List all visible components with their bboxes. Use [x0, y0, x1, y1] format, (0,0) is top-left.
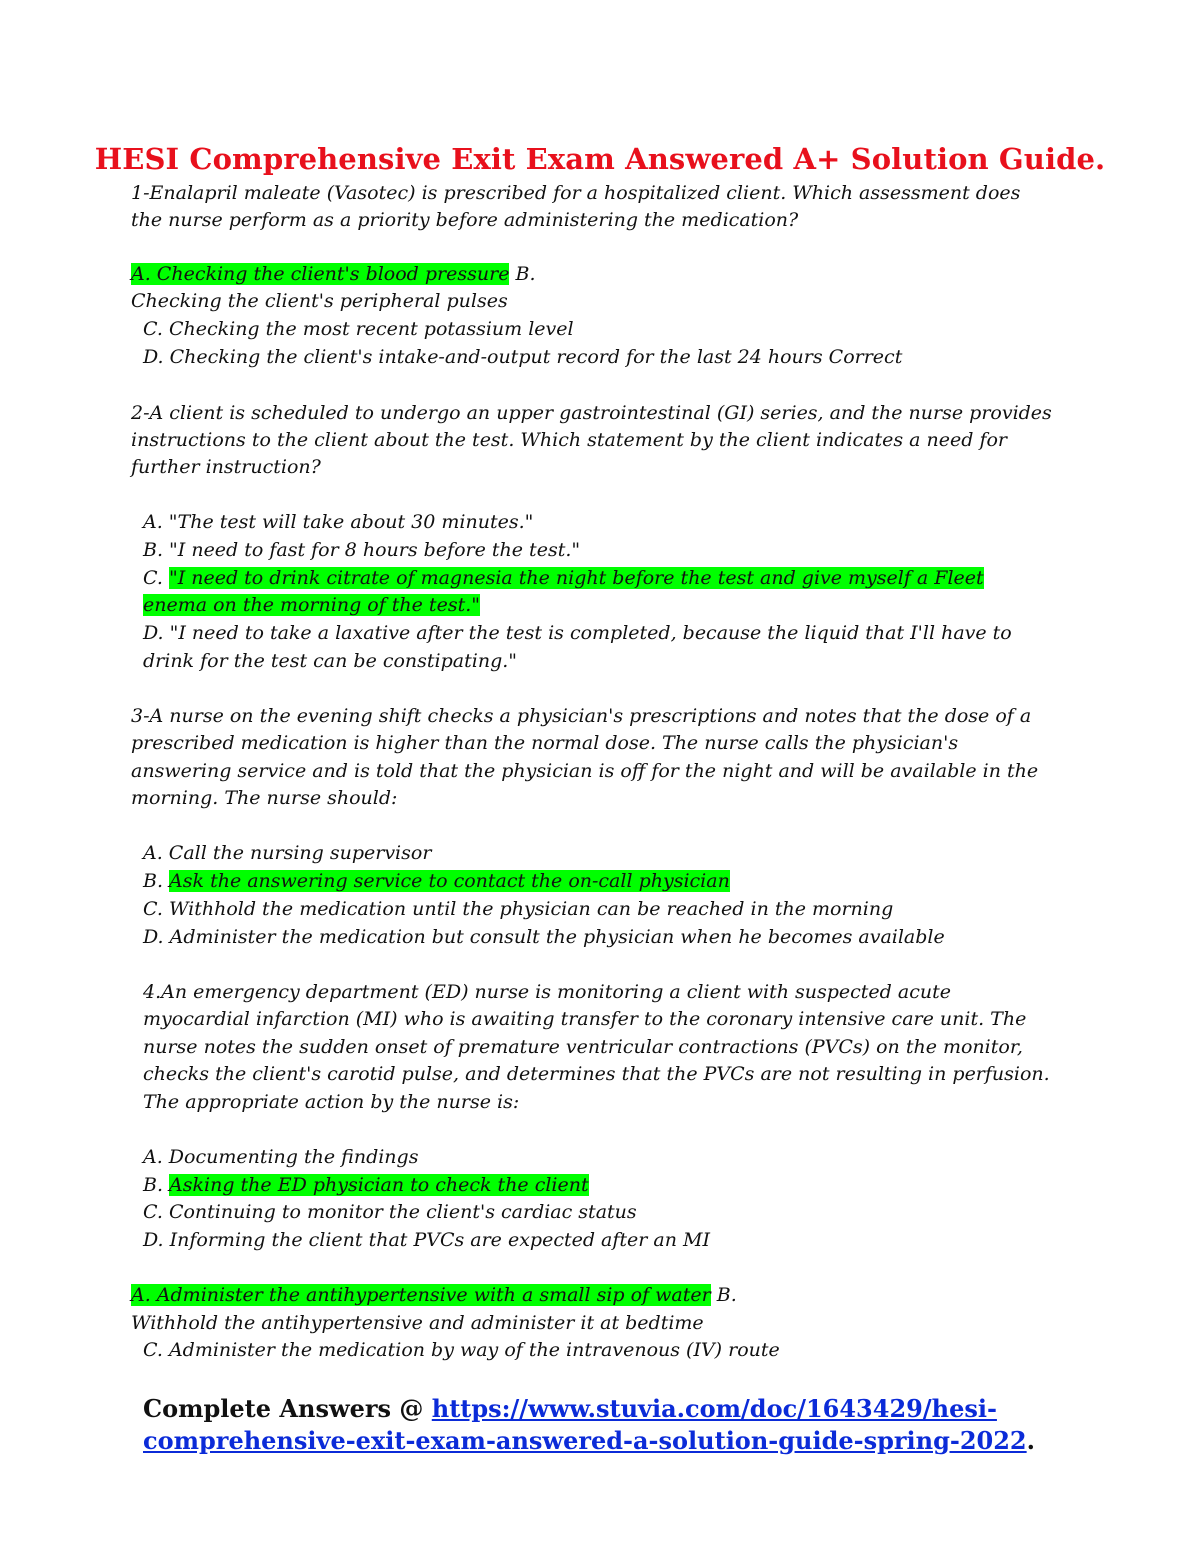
q2-answer-highlight-line-2: enema on the morning of the test.": [143, 594, 480, 616]
q1-option-b: Checking the client's peripheral pulses: [131, 290, 508, 312]
footer-line-2: [143, 1425, 1035, 1457]
q4-stem-line-1: 4.An emergency department (ED) nurse is monitoring a client with suspected acute: [143, 981, 951, 1003]
q4-option-b: [143, 1172, 589, 1199]
q2-stem-line-3: further instruction?: [131, 456, 321, 478]
q2-option-c-cont: [143, 592, 480, 619]
q4-option-d: D. Informing the client that PVCs are expected after an MI: [143, 1229, 710, 1251]
q2-option-b: B. "I need to fast for 8 hours before the test.": [143, 539, 581, 561]
q4-stem-line-3: nurse notes the sudden onset of premature ventricular contractions (PVCs) on the monitor,: [143, 1036, 1023, 1058]
q1-stem-line-1: 1-Enalapril maleate (Vasotec) is prescribed for a hospitalized client. Which assessment does: [131, 182, 1021, 204]
q1-option-c: C. Checking the most recent potassium level: [143, 318, 574, 340]
q2-option-d-line-2: drink for the test can be constipating.": [143, 650, 518, 672]
footer-period: .: [1026, 1426, 1035, 1455]
q4-option-a: A. Documenting the findings: [143, 1146, 419, 1168]
q3-option-d: D. Administer the medication but consult the physician when he becomes available: [143, 926, 945, 948]
q5-answer-highlight: A. Administer the antihypertensive with a small sip of water: [131, 1284, 711, 1306]
q5-option-c: C. Administer the medication by way of the intravenous (IV) route: [143, 1339, 780, 1361]
q1-stem-line-2: the nurse perform as a priority before administering the medication?: [131, 209, 799, 231]
footer-link-part-2[interactable]: comprehensive-exit-exam-answered-a-solution-guide-spring-2022: [143, 1426, 1027, 1455]
q4-answer-highlight: Asking the ED physician to check the client: [169, 1174, 589, 1196]
footer-link-part-1[interactable]: https://www.stuvia.com/doc/1643429/hesi-: [431, 1394, 997, 1423]
q5-option-a-tail: B.: [710, 1284, 737, 1306]
footer-label: Complete Answers @: [143, 1394, 432, 1423]
page-title: HESI Comprehensive Exit Exam Answered A+ Solution Guide.: [94, 142, 1106, 176]
q3-answer-highlight: Ask the answering service to contact the on-call physician: [169, 870, 730, 892]
q3-stem-line-3: answering service and is told that the physician is off for the night and will be available in the: [131, 760, 1039, 782]
q3-stem-line-1: 3-A nurse on the evening shift checks a physician's prescriptions and notes that the dose of a: [131, 705, 1032, 727]
q4-option-c: C. Continuing to monitor the client's cardiac status: [143, 1201, 637, 1223]
q1-option-a: [131, 261, 536, 288]
q1-option-d: D. Checking the client's intake-and-output record for the last 24 hours Correct: [143, 346, 903, 368]
q2-option-c: [143, 565, 984, 592]
q2-stem-line-2: instructions to the client about the test. Which statement by the client indicates a need for: [131, 429, 1008, 451]
q3-stem-line-4: morning. The nurse should:: [131, 787, 398, 809]
q5-option-b: Withhold the antihypertensive and administer it at bedtime: [131, 1312, 704, 1334]
q1-answer-highlight: A. Checking the client's blood pressure: [131, 263, 510, 285]
q2-option-d-line-1: D. "I need to take a laxative after the test is completed, because the liquid that I'll have to: [143, 622, 1012, 644]
q2-answer-highlight-line-1: "I need to drink citrate of magnesia the night before the test and give myself a Fleet: [168, 567, 984, 589]
q1-option-a-tail: B.: [509, 263, 536, 285]
q4-stem-line-4: checks the client's carotid pulse, and determines that the PVCs are not resulting in perfusion.: [143, 1063, 1050, 1085]
q2-stem-line-1: 2-A client is scheduled to undergo an upper gastrointestinal (GI) series, and the nurse provides: [131, 402, 1052, 424]
q5-option-a: [131, 1282, 737, 1309]
q3-option-b-prefix: B.: [143, 870, 170, 892]
q3-option-c: C. Withhold the medication until the physician can be reached in the morning: [143, 898, 894, 920]
q4-stem-line-5: The appropriate action by the nurse is:: [143, 1091, 520, 1113]
q3-option-b: [143, 868, 730, 895]
q4-option-b-prefix: B.: [143, 1174, 170, 1196]
q3-stem-line-2: prescribed medication is higher than the normal dose. The nurse calls the physician's: [131, 732, 959, 754]
q2-option-c-prefix: C.: [143, 567, 169, 589]
q4-stem-line-2: myocardial infarction (MI) who is awaiting transfer to the coronary intensive care unit. The: [143, 1008, 1027, 1030]
q3-option-a: A. Call the nursing supervisor: [143, 842, 432, 864]
q2-option-a: A. "The test will take about 30 minutes.": [143, 511, 534, 533]
footer-line-1: [143, 1393, 997, 1425]
